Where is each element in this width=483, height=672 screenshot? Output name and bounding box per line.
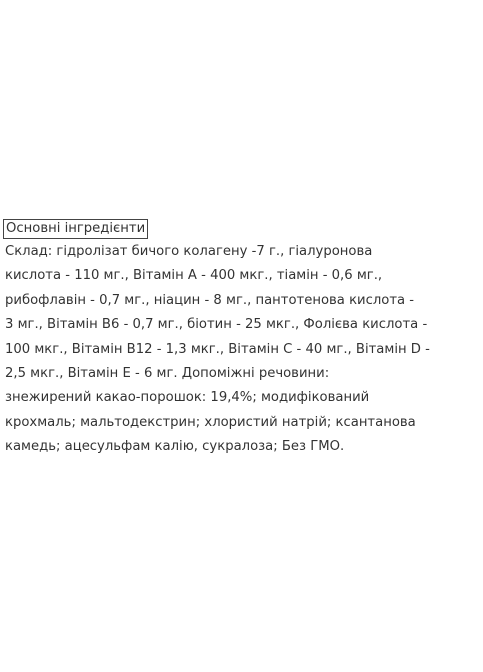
- composition-line: рибофлавін - 0,7 мг., ніацин - 8 мг., пантотенова кислота -: [5, 292, 415, 308]
- composition-line: 2,5 мкг., Вітамін Е - 6 мг. Допоміжні речовини:: [5, 366, 330, 382]
- composition-line: 100 мкг., Вітамін В12 - 1,3 мкг., Вітамін С - 40 мг., Вітамін D -: [5, 341, 430, 357]
- composition-line: кислота - 110 мг., Вітамін А - 400 мкг., тіамін - 0,6 мг.,: [5, 268, 383, 284]
- composition-line: крохмаль; мальтодекстрин; хлористий натрій; ксантанова: [5, 414, 416, 430]
- composition-line: знежирений какао-порошок: 19,4%; модифікований: [5, 390, 370, 406]
- composition-line: 3 мг., Вітамін В6 - 0,7 мг., біотин - 25 мкг., Фолієва кислота -: [5, 317, 428, 333]
- composition-text: [5, 240, 481, 460]
- composition-line: Склад: гідролізат бичого колагену -7 г., гіалуронова: [5, 244, 373, 259]
- composition-line: камедь; ацесульфам калію, сукралоза; Без ГМО.: [5, 439, 345, 455]
- section-heading: Основні інгредієнти: [3, 219, 148, 239]
